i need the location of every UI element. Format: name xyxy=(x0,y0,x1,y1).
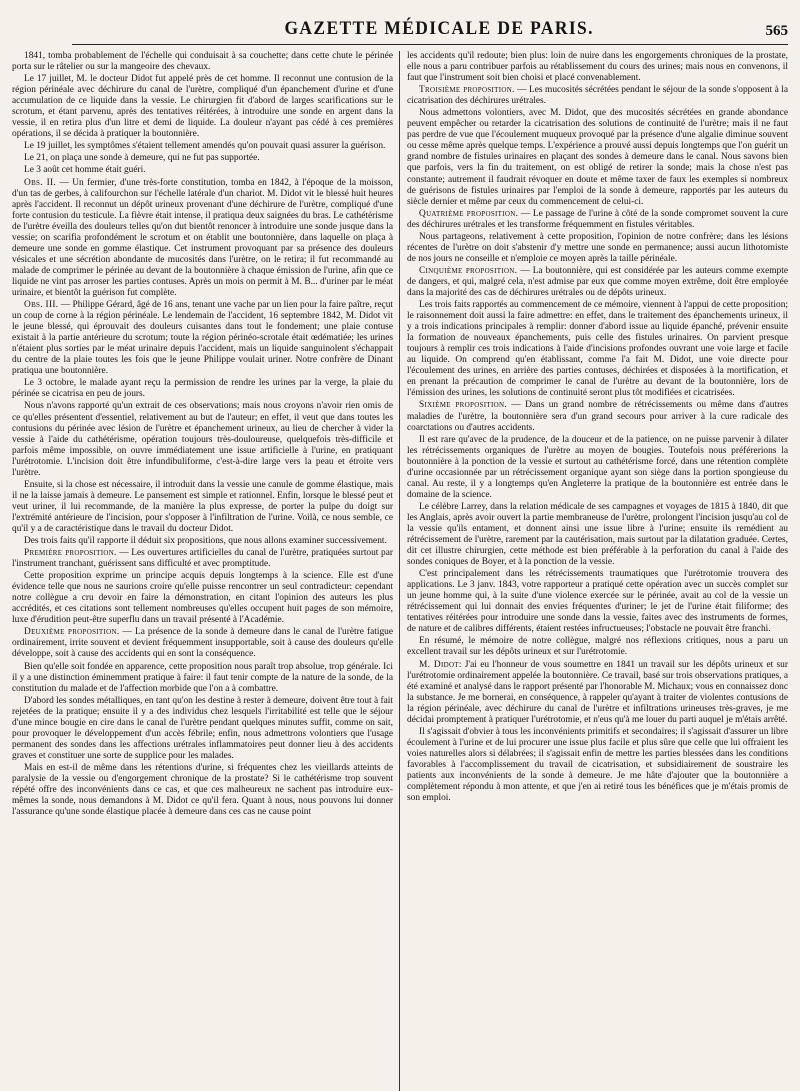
paragraph xyxy=(12,378,393,400)
paragraph-lead: Deuxième proposition. xyxy=(24,627,120,638)
paragraph-text: : J'ai eu l'honneur de vous soumettre en 1841 un travail sur les dépôts urineux et sur l'urétrotomie ordinairement appelée la boutonnière. Ce travail, basé sur trois observations pratiques, a été examiné et analysé dans le rapport présenté par l'honorable M. Michaux; vous en connaissez donc la substance. Je me bornerai, en conséquence, à rappeler qu'ayant à traiter de violentes contusions de la région périnéale, avec déchirure du canal de l'urètre et infiltrations urineuses très-graves, je me décidai promptement à pratiquer l'urétrotomie, et n'eus qu'à me louer du parti auquel je m'étais arrêté. xyxy=(407,659,788,725)
paragraph xyxy=(12,536,393,547)
paragraph xyxy=(407,727,788,804)
paragraph-text: — La présence de la sonde à demeure dans le canal de l'urètre fatigue ordinairement, irrite souvent et devient fréquemment insupportable, soit à cause des douleurs qu'elle développe, soit à cause des accidents qui en sont la conséquence. xyxy=(12,627,393,660)
paragraph xyxy=(12,662,393,695)
paragraph-lead: Obs. II. xyxy=(24,177,57,188)
paragraph-text: Le 21, on plaça une sonde à demeure, qui ne fut pas supportée. xyxy=(24,153,260,164)
paragraph-text: En résumé, le mémoire de notre collègue, malgré nos réflexions critiques, nous a paru un excellent travail sur les dépôts urineux et sur l'urétrotomie. xyxy=(407,636,788,658)
journal-title: GAZETTE MÉDICALE DE PARIS. xyxy=(284,18,594,39)
paragraph xyxy=(407,660,788,726)
paragraph-text: Nous n'avons rapporté qu'un extrait de ces observations; mais nous croyons n'avoir rien omis de ce qu'elles présentent d'essentiel, relativement au but de l'auteur; en effet, il veut que dans toutes les contusions du périnée avec lésion de l'urètre et épanchement urineux, au lieu de chercher à vider la vessie à l'aide du cathétérisme, opération toujours très-douloureuse, quelquefois très-difficile et parfois même impossible, on ouvre immédiatement une issue artificielle à l'urine, en pratiquant l'urétrotomie. L'incision doit être infundibuliforme, c'est-à-dire large vers la peau et étroite vers l'urètre. xyxy=(12,401,393,478)
paragraph-text: — Les mucosités sécrétées pendant le séjour de la sonde s'opposent à la cicatrisation des déchirures urétrales. xyxy=(407,85,788,107)
paragraph-text: 1841, tomba probablement de l'échelle qui conduisait à sa couchette; dans cette chute le périnée porta sur le râtelier ou sur la mangeoire des chevaux. xyxy=(12,51,393,73)
paragraph-lead: Obs. III. xyxy=(24,300,59,311)
paragraph-text: les accidents qu'il redoute; bien plus: loin de nuire dans les engorgements chroniques de la prostate, elle nous a paru contribuer parfois au rétablissement du cours des urines; mais nous en convenons, il faut que l'instrument soit bien choisi et placé convenablement. xyxy=(407,51,788,84)
paragraph xyxy=(12,74,393,140)
paragraph xyxy=(12,480,393,535)
paragraph xyxy=(407,435,788,501)
paragraph-lead: Sixième proposition. xyxy=(419,400,507,411)
paragraph-lead: Quatrième proposition. xyxy=(419,208,519,219)
paragraph-text: Cette proposition exprime un principe acquis depuis longtemps à la science. Elle est d'une évidence telle que nous ne saurions croire qu'elle puisse rencontrer un seul contradicteur: cependant notre collègue a cru devoir en faire la démonstration, en citant l'opinion des auteurs les plus accrédités, et ces citations sont tellement nombreuses qu'elles occupent huit pages de son mémoire, luxe d'érudition peut-être superflu dans un travail présenté à l'Académie. xyxy=(12,571,393,626)
paragraph xyxy=(12,165,393,176)
paragraph xyxy=(407,51,788,84)
paragraph xyxy=(12,51,393,73)
paragraph xyxy=(407,636,788,658)
left-column xyxy=(12,51,399,1091)
paragraph xyxy=(407,108,788,207)
paragraph-text: — Dans un grand nombre de rétrécissements ou même dans d'autres maladies de l'urètre, la boutonnière sera d'un grand secours pour arriver à la cure radicale des coarctations ou d'autres accidents. xyxy=(407,400,788,433)
masthead xyxy=(72,14,788,45)
paragraph-text: — La boutonnière, qui est considérée par les auteurs comme exempte de dangers, et qui, malgré cela, n'est admise par eux que comme moyen extrême, doit être employée dans la majorité des cas de déchirures urétrales ou de dépôts urineux. xyxy=(407,265,788,298)
paragraph-text: Nous partageons, relativement à cette proposition, l'opinion de notre confrère; dans les lésions récentes de l'urètre on doit s'abstenir d'y mettre une sonde en permanence; aussi aucun lithotomiste de nos jours ne conseille et n'emploie ce moyen après la taille périnéale. xyxy=(407,231,788,264)
paragraph xyxy=(407,266,788,299)
paragraph-text: Le 3 août cet homme était guéri. xyxy=(24,165,146,176)
paragraph xyxy=(407,569,788,635)
paragraph-text: — Les ouvertures artificielles du canal de l'urètre, pratiquées surtout par l'instrument tranchant, guérissent sans difficulté et avec promptitude. xyxy=(12,548,393,570)
paragraph-text: Des trois faits qu'il rapporte il déduit six propositions, que nous allons examiner successivement. xyxy=(24,536,387,547)
paragraph-lead: Cinquième proposition. xyxy=(419,265,518,276)
paragraph xyxy=(12,141,393,152)
paragraph-text: Le célèbre Larrey, dans la relation médicale de ses campagnes et voyages de 1815 à 1840, dit que les Anglais, après avoir ouvert la partie membraneuse de l'urètre, prolongent l'incision jusqu'au col de la vessie qu'ils entament, et donnent ainsi une issue libre à l'urine; ensuite ils remédient au rétrécissement de l'urètre, rarement par la cautérisation, mais surtout par la dilatation graduée. Certes, dit cet illustre chirurgien, cette méthode est bien préférable à la perforation du canal à l'aide des sondes coniques de Boyer, et à la ponction de la vessie. xyxy=(407,501,788,568)
right-column xyxy=(400,51,788,1091)
paragraph xyxy=(12,401,393,478)
paragraph-text: Mais en est-il de même dans les rétentions d'urine, si fréquentes chez les vieillards atteints de paralysie de la vessie ou d'engorgement chronique de la prostate? Si le cathétérisme trop souvent répété offre des inconvénients dans ce cas, et que ces malheureux ne sachent pas introduire eux-mêmes la sonde, nous demandons à M. Didot ce qu'il fera. Quant à nous, nous pouvons lui donner l'assurance qu'une sonde élastique placée à demeure dans ces cas ne cause point xyxy=(12,762,393,818)
paragraph-text: — Le passage de l'urine à côté de la sonde compromet souvent la cure des déchirures urétrales et les transforme fréquemment en fistules véritables. xyxy=(407,208,788,230)
paragraph xyxy=(12,548,393,570)
paragraph-text: — Philippe Gérard, âgé de 16 ans, tenant une vache par un lien pour la faire paître, reçut un coup de corne à la région périnéale. Le lendemain de l'accident, 16 septembre 1842, M. Didot vit le jeune blessé, qui éprouvait des douleurs cuisantes dans tout le fondement; une plaie contuse existait à la partie antérieure du scrotum; toute la région périnéo-scrotale était œdématiée; les urines n'étaient plus sorties par le méat urinaire depuis l'accident, mais un liquide sanguinolent s'échappait du centre de la plaie toutes les fois que le jeune Philippe voulait uriner. Notre confrère de Dinant pratiqua une boutonnière. xyxy=(12,300,393,377)
paragraph xyxy=(407,85,788,107)
paragraph-text: Ensuite, si la chose est nécessaire, il introduit dans la vessie une canule de gomme élastique, mais il ne la laisse jamais à demeure. Le pansement est simple et rationnel. Enfin, lorsque le blessé peut et veut uriner, il lui recommande, de la manière la plus expresse, de porter la pulpe du doigt sur l'extrémité antérieure de l'incision, pour s'opposer à l'infiltration de l'urine. Voilà, ce nous semble, ce qu'il y a de caractéristique dans le travail du docteur Didot. xyxy=(12,479,393,534)
paragraph-text: Bien qu'elle soit fondée en apparence, cette proposition nous paraît trop absolue, trop générale. Ici il y a une distinction éminemment pratique à faire: il faut tenir compte de la nature de la sonde, de la constitution du malade et de l'affection morbide que l'on a à combattre. xyxy=(12,661,393,694)
paragraph xyxy=(12,571,393,626)
paragraph xyxy=(407,232,788,265)
paragraph-lead: M. Didot xyxy=(419,659,459,670)
paragraph xyxy=(12,627,393,660)
paragraph xyxy=(12,763,393,818)
paragraph-text: Nous admettons volontiers, avec M. Didot, que des mucosités sécrétées en grande abondance peuvent empêcher ou retarder la cicatrisation des solutions de continuité de l'urètre; mais il ne faut pas perdre de vue que l'écoulement muqueux provoqué par la présence d'une algalie diminue souvent ou cesse même après quelque temps. L'expérience a prouvé aussi depuis longtemps que l'on guérit un grand nombre de fistules urinaires en plaçant des sondes à demeure dans le canal. Nous savons bien que parfois, vers la fin du traitement, on est obligé de retirer la sonde; mais la chose n'est pas constante; autrement il faudrait révoquer en doute et même taxer de faux les exemples si nombreux de guérisons de fistules urinaires par l'emploi de la sonde à demeure, rapportés par les auteurs du siècle dernier et même par ceux du commencement de celui-ci. xyxy=(407,108,788,207)
paragraph xyxy=(407,400,788,433)
paragraph-text: — Un fermier, d'une très-forte constitution, tomba en 1842, à l'époque de la moisson, d'un tas de gerbes, à califourchon sur l'échelle latérale d'un chariot. M. Didot vit le blessé huit heures après l'accident. Il reconnut un dépôt urineux provenant d'une déchirure de l'urètre, compliqué d'une forte contusion du testicule. La fièvre était intense, il pratiqua deux saignées du bras. Le cathétérisme de l'urètre éveilla des douleurs telles qu'on dut bientôt renoncer à introduire une sonde jusque dans la vessie; on scarifia profondément le scrotum et on établit une boutonnière, dans laquelle on plaça à demeure une sonde en gomme élastique. Cet instrument provoquant par sa présence des douleurs vésicales et une sécrétion abondante de mucosités dans l'urètre, on le retira; il fut recommandé au malade de comprimer le périnée au devant de la boutonnière à chaque émission de l'urine, afin que ce liquide ne vint pas arroser les parties contuses. Après un mois on permit à M. B... d'uriner par le méat urinaire, et bientôt la guérison fut complète. xyxy=(12,177,393,298)
paragraph-text: Il est rare qu'avec de la prudence, de la douceur et de la patience, on ne puisse parvenir à dilater les rétrécissements organiques de l'urètre au moyen de bougies. Toutefois nous préférerions la boutonnière à la ponction de la vessie et surtout au cathétérisme forcé, dans une rétention complète d'urine occasionnée par un rétrécissement organique ayant son siège dans la portion spongieuse du canal. Au reste, il y a longtemps qu'en Angleterre la pratique de la boutonnière est entrée dans le domaine de la science. xyxy=(407,434,788,500)
paragraph-text: Il s'agissait d'obvier à tous les inconvénients primitifs et secondaires; il s'agissait d'assurer un libre écoulement à l'urine et de lui procurer une issue plus facile et plus sûre que celle que lui offraient les voies naturelles alors si délabrées; il s'agissait enfin de mettre les parties blessées dans les conditions favorables à l'accomplissement du travail de cicatrisation, et subsidiairement de soustraire les patients aux inconvénients de la sonde à demeure. Je me hâte d'ajouter que la boutonnière a complètement répondu à mon attente, et que j'en ai retiré tous les bénéfices que je m'étais promis de son emploi. xyxy=(407,726,788,804)
paragraph-text: D'abord les sondes métalliques, en tant qu'on les destine à rester à demeure, doivent être tout à fait rejetées de la pratique; ensuite il y a des individus chez lesquels l'irritabilité est telle que le séjour d'une mince bougie en cire dans le canal de l'urètre pendant quelques minutes suffit, comme on sait, pour provoquer le développement d'un accès fébrile; enfin, nous admettrons volontiers que l'usage permanent des sondes dans les affections urétrales inflammatoires peut donner lieu à des accidents graves et constituer une sorte de supplice pour les malades. xyxy=(12,695,393,761)
paragraph xyxy=(12,300,393,377)
text-columns xyxy=(12,51,788,1091)
paragraph-text: Le 3 octobre, le malade ayant reçu la permission de rendre les urines par la verge, la plaie du périnée se cicatrisa en peu de jours. xyxy=(12,378,393,400)
paragraph-text: Le 17 juillet, M. le docteur Didot fut appelé près de cet homme. Il reconnut une contusion de la région périnéale avec déchirure du canal de l'urètre, compliqué d'un épanchement d'urine et d'une accumulation de ce liquide dans la vessie. Le chirurgien fit d'abord de larges scarifications sur le scrotum, et étant parvenu, après des tentatives réitérées, à introduire une sonde en argent dans la vessie, il en retira plus d'un litre et demi de liquide. La douleur n'ayant pas cédé à ces premières opérations, il se décida à pratiquer la boutonnière. xyxy=(12,74,393,140)
paragraph xyxy=(12,178,393,300)
paragraph-text: Le 19 juillet, les symptômes s'étaient tellement amendés qu'on pouvait quasi assurer la guérison. xyxy=(24,141,386,152)
paragraph xyxy=(12,696,393,762)
paragraph xyxy=(407,300,788,399)
paragraph-lead: Troisième proposition. xyxy=(419,85,515,96)
paragraph-lead: Première proposition. xyxy=(24,548,117,559)
paragraph xyxy=(407,209,788,231)
paragraph xyxy=(407,502,788,568)
paragraph-text: Les trois faits rapportés au commencement de ce mémoire, viennent à l'appui de cette proposition; le raisonnement doit aussi la faire admettre: en effet, dans le traitement des épanchements urineux, il y a trois indications principales à remplir: donner d'abord issue au liquide épanché, prévenir ensuite la formation de nouveaux épanchements, puis celle des fistules urinaires. On parvient presque toujours à remplir ces trois indications à l'aide d'incisions profondes ouvrant une voie large et facile au liquide. On comprend qu'en établissant, comme l'a fait M. Didot, une voie directe pour l'écoulement des urines, en arrière des parties contuses, déchirées et disposées à la mortification, et en prenant la précaution de comprimer le canal de l'urètre au devant de la boutonnière, lors de l'émission des urines, les solutions de continuité seront plus tôt modifiées et cicatrisées. xyxy=(407,300,788,399)
page-number: 565 xyxy=(765,23,788,39)
paragraph-text: C'est principalement dans les rétrécissements traumatiques que l'urétrotomie trouvera des applications. Le 3 janv. 1843, votre rapporteur a pratiqué cette opération avec un succès complet sur un jeune homme qui, à la suite d'une violence exercée sur le périnée, avait au col de la vessie un rétrécissement qui lui donnait des envies fréquentes d'uriner; le jet de l'urine était filiforme; des tentatives réitérées pour introduire une sonde dans la vessie, faites avec des instruments de formes, de nature et de calibres différents, étaient restées infructueuses; l'obstacle ne pouvait être franchi. xyxy=(407,569,788,635)
paragraph xyxy=(12,153,393,164)
